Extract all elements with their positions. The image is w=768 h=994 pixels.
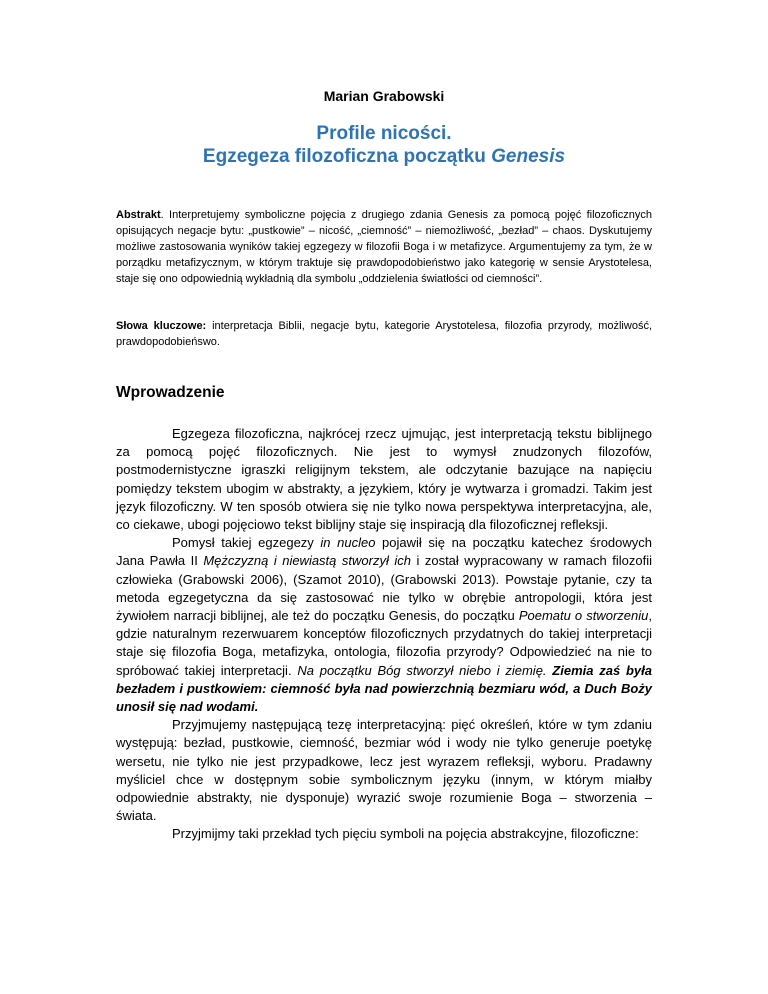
abstract-label: Abstrakt	[116, 209, 161, 221]
section-heading: Wprowadzenie	[116, 384, 225, 401]
paragraph-3: Przyjmujemy następującą tezę interpretacyjną: pięć określeń, które w tym zdaniu występują: bezład, pustkowie, ciemność, bezmiar wód i wody nie tylko generuje poetykę wersetu, nie tylko nie jest przypadkowe, lecz jest wyrazem refleksji, wyboru. Pradawny myśliciel chce w dostępnym sobie symbolicznym języku (innym, w którym miałby odpowiednie abstrakty, nie dysponuje) wyrazić swoje rozumienie Boga – stworzenia – świata.	[116, 717, 652, 824]
bible-quote-2: Ziemia zaś była bezładem i pustkowiem: ciemność była nad powierzchnią bezmiaru wód, a Duch Boży unosił się nad wodami.	[116, 662, 652, 715]
paper-title	[116, 122, 652, 168]
abstract	[116, 207, 652, 287]
title-line-2: Egzegeza filozoficzna początku Genesis	[202, 146, 566, 167]
abstract-text: . Interpretujemy symboliczne pojęcia z drugiego zdania Genesis za pomocą pojęć filozoficznych opisujących negacje bytu: „pustkowie” – nicość, „ciemność” – niemożliwość, „bezład” – chaos. Dyskutujemy możliwe zastosowania wyników takiej egzegezy w filozofii Boga i w metafizyce. Argumentujemy za tym, że w porządku metafizycznym, w którym traktuje się prawdopodobieństwo jako kategorię w sensie Arystotelesa, staje się ono odpowiednią wykładnią dla symbolu „oddzielenia światłości od ciemności”.	[116, 209, 652, 285]
title-italic-word: Genesis	[491, 146, 566, 167]
body-text	[116, 425, 652, 844]
bible-quote-1: Na początku Bóg stworzył niebo i ziemię.	[297, 662, 547, 678]
paragraph-4: Przyjmijmy taki przekład tych pięciu symboli na pojęcia abstrakcyjne, filozoficzne:	[172, 826, 639, 842]
keywords-text: interpretacja Biblii, negacje bytu, kategorie Arystotelesa, filozofia przyrody, możliwość, prawdopodobieńswo.	[116, 320, 652, 348]
author-name: Marian Grabowski	[323, 88, 445, 104]
paragraph-1: Egzegeza filozoficzna, najkrócej rzecz ujmując, jest interpretacją tekstu biblijnego za pomocą pojęć filozoficznych. Nie jest to wymysł znudzonych filozofów, postmodernistyczne igraszki religijnym tekstem, ale odczytanie bazujące na napięciu pomiędzy tekstem ubogim w abstrakty, a językiem, który je wytwarza i gromadzi. Takim jest język filozoficzny. W ten sposób otwiera się nie tylko nowa perspektywa interpretacyjna, ale, co ciekawe, ubogi pojęciowo tekst biblijny staje się inspiracją dla filozoficznej refleksji.	[116, 426, 652, 533]
title-line-1: Profile nicości.	[316, 123, 452, 144]
keywords-label: Słowa kluczowe:	[116, 320, 207, 332]
keywords	[116, 318, 652, 350]
paragraph-2: Pomysł takiej egzegezy in nucleo pojawił się na początku katechez środowych Jana Pawła II Mężczyzną i niewiastą stworzył ich i został wypracowany w ramach filozofii człowieka (Grabowski 2006), (Szamot 2010), (Grabowski 2013). Powstaje pytanie, czy ta metoda egzegetyczna da się zastosować nie tylko w obrębie antropologii, która jest żywiołem narracji biblijnej, ale też do początku Genesis, do początku Poematu o stworzeniu, gdzie naturalnym rezerwuarem konceptów filozoficznych przydatnych do takiej interpretacji staje się filozofia Boga, metafizyka, ontologia, filozofia przyrody? Odpowiedzieć na nie to spróbować takiej interpretacji. Na początku Bóg stworzył niebo i ziemię. Ziemia zaś była bezładem i pustkowiem: ciemność była nad powierzchnią bezmiaru wód, a Duch Boży unosił się nad wodami.	[116, 535, 653, 715]
